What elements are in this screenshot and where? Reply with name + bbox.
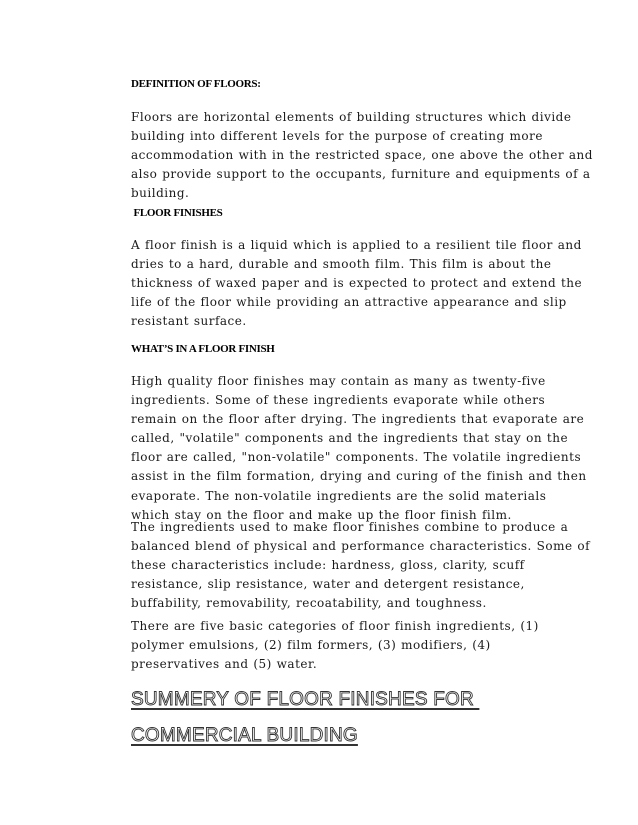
text-line: resistance, slip resistance, water and detergent resistance, [131, 577, 525, 592]
text-line: preservatives and (5) water. [131, 657, 318, 672]
text-line: There are five basic categories of floor finish ingredients, (1) [131, 619, 539, 633]
paragraph-characteristics [131, 518, 591, 613]
paragraph-definition [131, 108, 593, 203]
text-line: Floors are horizontal elements of building structures which divide [131, 110, 572, 124]
heading-definition-of-floors: DEFINITION OF FLOORS: [131, 78, 261, 90]
text-line: remain on the floor after drying. The ingredients that evaporate are [131, 412, 585, 427]
heading-whats-in-a-floor-finish: WHAT’S IN A FLOOR FINISH [131, 343, 275, 355]
heading-floor-finishes: FLOOR FINISHES [131, 207, 223, 219]
text-line: The ingredients used to make floor finishes combine to produce a [131, 520, 569, 534]
summary-title-line-2: COMMERCIAL BUILDING [131, 725, 358, 746]
text-line: ingredients. Some of these ingredients evaporate while others [131, 393, 546, 408]
text-line: A floor finish is a liquid which is applied to a resilient tile floor and [131, 238, 582, 252]
summary-title-line-1: SUMMERY OF FLOOR FINISHES FOR [131, 689, 480, 710]
text-line: called, "volatile" components and the ingredients that stay on the [131, 431, 569, 446]
text-line: dries to a hard, durable and smooth film. This film is about the [131, 257, 552, 272]
paragraph-ingredients [131, 372, 587, 525]
text-line: these characteristics include: hardness, gloss, clarity, scuff [131, 558, 525, 573]
text-line: which stay on the floor and make up the floor finish film. [131, 507, 512, 522]
text-line: life of the floor while providing an attractive appearance and slip [131, 295, 567, 310]
text-line: floor are called, "non-volatile" components. The volatile ingredients [131, 450, 582, 465]
text-line: High quality floor finishes may contain as many as twenty-five [131, 374, 546, 388]
paragraph-categories [131, 617, 551, 674]
text-line: thickness of waxed paper and is expected to protect and extend the [131, 276, 583, 291]
text-line: resistant surface. [131, 314, 247, 329]
text-line: building into different levels for the purpose of creating more [131, 129, 543, 144]
text-line: buffability, removability, recoatability, and toughness. [131, 596, 487, 611]
text-line: balanced blend of physical and performance characteristics. Some of [131, 539, 591, 554]
text-line: accommodation with in the restricted space, one above the other and [131, 148, 593, 163]
text-line: assist in the film formation, drying and curing of the finish and then [131, 469, 587, 484]
text-line: evaporate. The non-volatile ingredients are the solid materials [131, 488, 547, 503]
text-line: polymer emulsions, (2) film formers, (3) modifiers, (4) [131, 638, 491, 653]
text-line: building. [131, 186, 190, 201]
paragraph-floor-finishes [131, 236, 583, 331]
text-line: also provide support to the occupants, furniture and equipments of a [131, 167, 591, 182]
